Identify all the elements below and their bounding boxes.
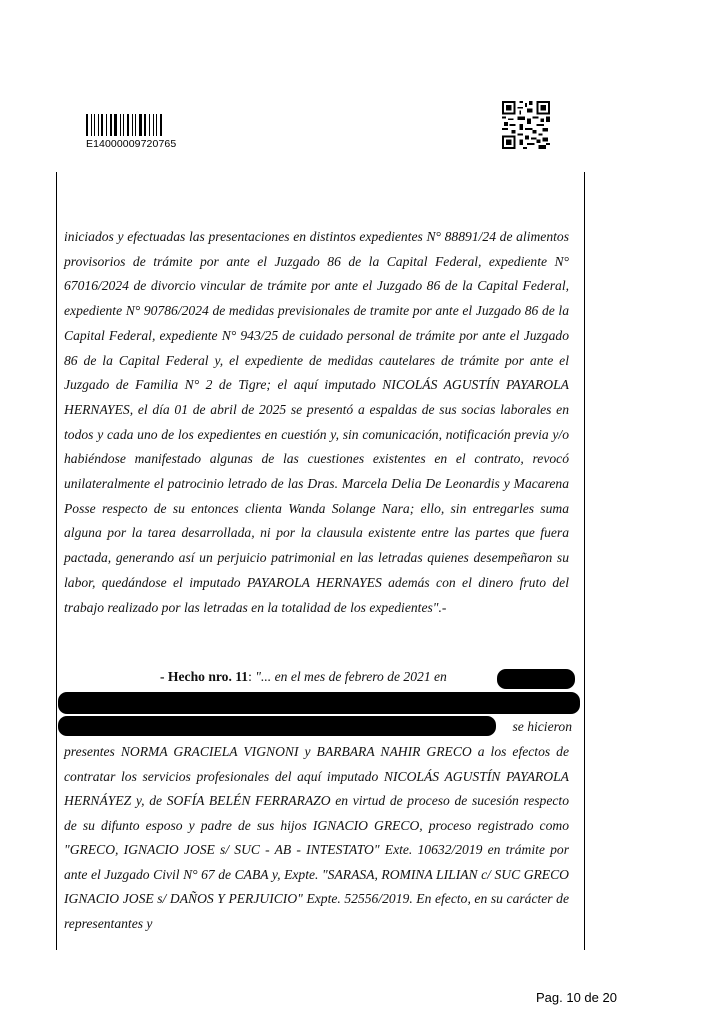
barcode-bar	[127, 114, 129, 136]
barcode-bar	[108, 114, 109, 136]
barcode-bar	[94, 114, 95, 136]
barcode-bar	[114, 114, 117, 136]
barcode-bar	[100, 114, 101, 136]
paragraph-1: iniciados y efectuadas las presentaciones en distintos expedientes N° 88891/24 de alimentos provisorios de trámite por ante el Juzgado 86 de la Capital Federal, expediente N° 67016/2024 de divorcio vincular de trámite por ante el Juzgado 86 de la Capital Federal, expediente N° 90786/2024 de medidas previsionales de tramite por ante el Juzgado 86 de la Capital Federal, expediente N° 943/25 de cuidado personal de trámite por ante el Juzgado 86 de la Capital Federal y, el expediente de medidas cautelares de trámite por ante el Juzgado de Familia N° 2 de Tigre; el aquí imputado NICOLÁS AGUSTÍN PAYAROLA HERNAYES, el día 01 de abril de 2025 se presentó a espaldas de sus socias laborales en todos y cada uno de los expedientes en cuestión y, sin comunicación, notificación previa y/o habiéndose manifestado algunas de las cuestiones existentes en el contrato, revocó unilateralmente el patrocinio letrado de las Dras. Marcela Delia De Leonardis y Macarena Posse respecto de su entonces clienta Wanda Solange Nara; ello, sin entregarles suma alguna por la tarea desarrollada, ni por la clausula existente entre las partes que fuera pactada, generando así un perjuicio patrimonial en las letradas quienes desempeñaron su labor, quedándose el imputado PAYAROLA HERNAYES además con el dinero fruto del trabajo realizado por las letradas en la totalidad de los expedientes".-	[64, 229, 569, 615]
se-hicieron-text: se hicieron	[512, 719, 572, 734]
barcode-bar	[104, 114, 105, 136]
barcode-bar	[144, 114, 146, 136]
barcode-bar	[98, 114, 99, 136]
barcode-bar	[86, 114, 88, 136]
barcode-bar	[123, 114, 124, 136]
barcode-icon	[86, 114, 178, 136]
barcode-bar	[125, 114, 126, 136]
barcode-bar	[137, 114, 138, 136]
barcode-bar	[89, 114, 90, 136]
barcode-bar	[120, 114, 121, 136]
barcode-bar	[110, 114, 112, 136]
barcode-bar	[130, 114, 131, 136]
barcode-bar	[151, 114, 152, 136]
barcode-bar	[156, 114, 157, 136]
barcode-bar	[139, 114, 142, 136]
hecho-text: "... en el mes de febrero de 2021 en	[251, 669, 447, 684]
barcode-bar	[101, 114, 103, 136]
redaction-bar-1	[497, 669, 575, 689]
barcode-number: E14000009720765	[86, 138, 177, 150]
barcode-bar	[153, 114, 154, 136]
barcode-bar	[113, 114, 114, 136]
barcode-bar	[132, 114, 133, 136]
left-margin-rule	[56, 172, 57, 950]
barcode-bar	[158, 114, 159, 136]
barcode-block	[86, 114, 186, 150]
barcode-bar	[135, 114, 136, 136]
barcode-bar	[91, 114, 92, 136]
barcode-bar	[134, 114, 135, 136]
hecho-colon: :	[248, 669, 252, 684]
barcode-bar	[155, 114, 156, 136]
barcode-bar	[106, 114, 107, 136]
barcode-bar	[147, 114, 148, 136]
barcode-bar	[96, 114, 97, 136]
barcode-bar	[143, 114, 144, 136]
page-number: Pag. 10 de 20	[536, 990, 617, 1005]
qr-code-icon	[502, 101, 550, 149]
hecho-label: - Hecho nro. 11	[160, 669, 249, 684]
barcode-bar	[122, 114, 123, 136]
barcode-bar	[149, 114, 150, 136]
barcode-bar	[118, 114, 119, 136]
right-margin-rule	[584, 172, 585, 950]
barcode-bar	[93, 114, 94, 136]
redaction-bar-3	[58, 716, 496, 736]
barcode-bar	[160, 114, 162, 136]
paragraph-2: presentes NORMA GRACIELA VIGNONI y BARBARA NAHIR GRECO a los efectos de contratar los servicios profesionales del aquí imputado NICOLÁS AGUSTÍN PAYAROLA HERNÁYEZ y, de SOFÍA BELÉN FERRARAZO en virtud de proceso de sucesión respecto de su difunto esposo y padre de sus hijos IGNACIO GRECO, proceso registrado como "GRECO, IGNACIO JOSE s/ SUC - AB - INTESTATO" Exte. 10632/2019 en trámite por ante el Juzgado Civil N° 67 de CABA y, Expte. "SARASA, ROMINA LILIAN c/ SUC GRECO IGNACIO JOSE s/ DAÑOS Y PERJUICIO" Expte. 52556/2019. En efecto, en su carácter de representantes y	[64, 744, 569, 931]
redaction-bar-2	[58, 692, 580, 714]
